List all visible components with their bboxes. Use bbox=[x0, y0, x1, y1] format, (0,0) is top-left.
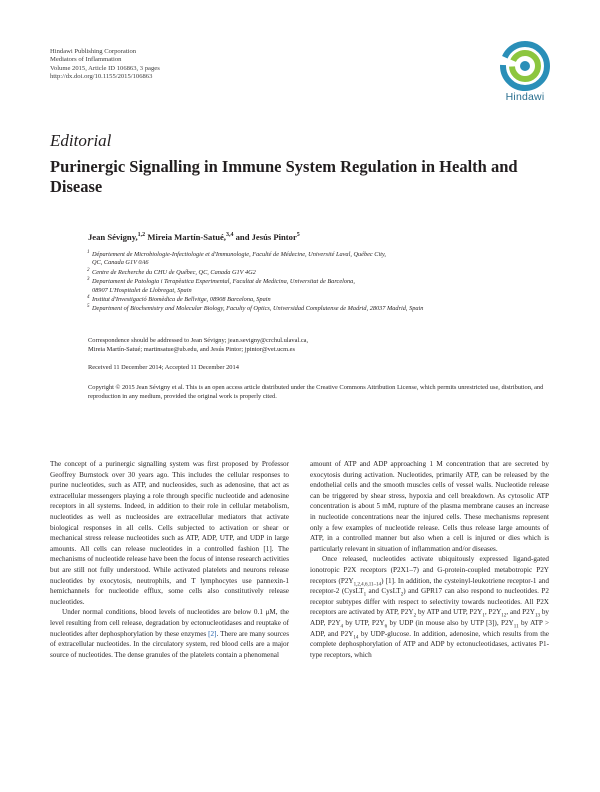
subscript: 1 bbox=[482, 613, 485, 619]
author-sup: 1,2 bbox=[137, 232, 146, 239]
body-text: by UDP-glucose. In addition, adenosine, which results from the complete dephosphorylation of ATP and ADP by ectonucleotidases, activates P1-type receptors, which bbox=[310, 629, 549, 659]
doi-link[interactable]: http://dx.doi.org/10.1155/2015/106863 bbox=[50, 73, 153, 81]
subscript: 6 bbox=[384, 624, 388, 630]
body-text: by ATP > ADP, and P2Y bbox=[310, 618, 550, 638]
body-paragraph bbox=[50, 607, 289, 660]
body-text: . There are many sources of extracellular nucleotides. In the circulatory system, red blood cells are a major source of nucleotides. The dense granules of the platelets contain a phenomenal bbox=[50, 629, 289, 659]
article-title: Purinergic Signalling in Immune System Regulation in Health and Disease bbox=[50, 157, 518, 196]
logo-core bbox=[520, 61, 530, 71]
body-paragraph: The concept of a purinergic signalling system was first proposed by Professor Geoffrey Burnstock over 30 years ago. This includes the cellular responses to purine nucleotides, such as ATP, and nucleosides, such as adenosine, that act as extracellular messengers playing a role through specific nucleotide and adenosine receptors in all systems. Indeed, in addition to their role in cellular metabolism, nucleotides as well as nucleosides are extracellular mediators that activate biological responses in all cells. Cells subjected to activation or shear or mechanical stress release nucleotides such as ATP, ADP, UTP, and UDP in large amounts. All cells can release nucleotides in a controlled fashion [1]. The mechanisms of nucleotide release have been the focus of intense research activities but are still not fully understood. While activated platelets and neurons release nucleotides by exocytosis, neutrophils, and T lymphocytes use pannexin-1 hemichannels for nucleotide efflux, some cells also constitutively release nucleotides. bbox=[50, 460, 289, 606]
received-accepted-dates: Received 11 December 2014; Accepted 11 December 2014 bbox=[88, 364, 239, 371]
affiliation-number: 2 bbox=[87, 267, 90, 273]
body-text: Once released, nucleotides activate ubiquitously expressed ligand-gated ionotropic P2X receptors (P2X1–7) and G-protein-coupled metabotropic P2Y receptors (P2Y bbox=[310, 555, 549, 585]
author-name: Jean Sévigny, bbox=[88, 232, 138, 242]
body-column-right bbox=[310, 459, 549, 660]
volume-info: Volume 2015, Article ID 106863, 3 pages bbox=[50, 64, 160, 72]
affiliations bbox=[88, 251, 558, 315]
correspondence-line: Mireia Martín-Satué; martinsatue@ub.edu, and Jesús Pintor; jpintor@vet.ucm.es bbox=[88, 346, 295, 353]
correspondence-line: Correspondence should be addressed to Jean Sévigny; jean.sevigny@crchul.ulaval.ca, bbox=[88, 337, 309, 344]
affiliation-number: 4 bbox=[87, 295, 90, 301]
author-sup: 3,4 bbox=[225, 232, 234, 239]
body-text: Under normal conditions, blood levels of nucleotides are below 0.1 μM, the level resulting from cell release, degradation by ectonucleotidases and reuptake of nucleotides after dephosphorylation by these enzymes bbox=[50, 608, 289, 638]
journal-name: Mediators of Inflammation bbox=[50, 56, 122, 64]
affiliation-text: 08907 L'Hospitalet de Llobregat, Spain bbox=[92, 286, 192, 294]
affiliation-text: Institut d'Investigació Biomèdica de Bellvitge, 08908 Barcelona, Spain bbox=[92, 296, 271, 304]
copyright-notice: Copyright © 2015 Jean Sévigny et al. This is an open access article distributed under the Creative Commons Attribution License, which permits unrestricted use, distribution, and reproduction in any medium, provided the original work is properly cited. bbox=[88, 384, 544, 401]
body-text: by UDP (in mouse also by UTP [3]), P2Y bbox=[387, 618, 514, 627]
subscript: 12 bbox=[501, 613, 507, 619]
subscript: 11 bbox=[513, 624, 519, 630]
subscript: 1,2,4,6,11–14 bbox=[353, 581, 382, 587]
author-list bbox=[88, 232, 300, 242]
author-name: Mireia Martín-Satué, bbox=[145, 232, 226, 242]
body-column-left bbox=[50, 459, 289, 660]
body-text: ) and GPR17 can also respond to nucleotides. P2 receptor subtypes differ with respect to selectivity towards nucleotides. All P2X receptors are activated by ATP, P2Y bbox=[310, 587, 549, 617]
reference-link[interactable]: [2] bbox=[208, 629, 217, 638]
body-text: by ATP and UTP, P2Y bbox=[416, 608, 483, 617]
affiliation bbox=[88, 305, 558, 313]
subscript: 13 bbox=[534, 613, 540, 619]
affiliation bbox=[88, 269, 558, 277]
body-text: by UTP, P2Y bbox=[343, 618, 385, 627]
subscript: 4 bbox=[340, 624, 344, 630]
body-text: , P2Y bbox=[484, 608, 502, 617]
affiliation-text: Departament de Patologia i Terapèutica Experimental, Facultat de Medicina, Universitat de Barcelona, bbox=[92, 278, 355, 286]
subscript: 2 bbox=[413, 613, 417, 619]
journal-header bbox=[50, 48, 160, 82]
affiliation bbox=[88, 296, 558, 304]
affiliation-text: Centre de Recherche du CHU de Québec, QC, Canada G1V 4G2 bbox=[92, 268, 256, 276]
author-sup: 5 bbox=[296, 232, 300, 239]
body-text: ) [1]. In addition, the cysteinyl-leukotriene receptor-1 and receptor-2 (CysLT bbox=[310, 576, 549, 596]
correspondence bbox=[88, 336, 558, 354]
author-name: and Jesús Pintor bbox=[233, 232, 297, 242]
body-paragraph: amount of ATP and ADP approaching 1 M concentration that are secreted by exocytosis during activation. Nucleotides, primarily ATP, can be released by the endothelial cells and the smooth muscles cells of vessel walls. Nucleotide release can be triggered by shear stress, hypoxia and cell breakdown. As cytosolic ATP concentration is about 5 mM, rupture of the plasma membrane causes an increase in nucleotide concentrations near the injured cells. These mechanisms represent only a few examples of nucleotide release. Cells thus release large amounts of ATP, in a controlled manner but also when a cell is injured or dies which is particularly relevant in situation of inflammation and/or diseases. bbox=[310, 460, 549, 553]
body-text: by ADP, P2Y bbox=[310, 608, 550, 627]
body-text: and CysLT bbox=[366, 587, 401, 596]
affiliation-number: 1 bbox=[87, 250, 90, 255]
affiliation-number: 3 bbox=[87, 277, 90, 283]
section-label: Editorial bbox=[50, 131, 112, 150]
affiliation-number: 5 bbox=[87, 304, 90, 310]
affiliation-text: Department of Biochemistry and Molecular Biology, Faculty of Optics, Universidad Complutense de Madrid, 28037 Madrid, Spain bbox=[92, 305, 424, 313]
affiliation bbox=[88, 278, 558, 295]
subscript: 2 bbox=[400, 592, 404, 598]
affiliation-text: QC, Canada G1V 0A6 bbox=[92, 259, 149, 267]
body-text: , and P2Y bbox=[506, 608, 535, 617]
logo-wordmark: Hindawi bbox=[505, 91, 545, 103]
subscript: 1 bbox=[363, 592, 367, 598]
body-paragraph bbox=[310, 554, 549, 660]
affiliation-text: Département de Microbiologie-Infectiologie et d'Immunologie, Faculté de Médecine, Université Laval, Québec City, bbox=[92, 251, 387, 258]
subscript: 14 bbox=[353, 634, 359, 640]
affiliation bbox=[88, 251, 558, 268]
publisher: Hindawi Publishing Corporation bbox=[50, 48, 137, 55]
